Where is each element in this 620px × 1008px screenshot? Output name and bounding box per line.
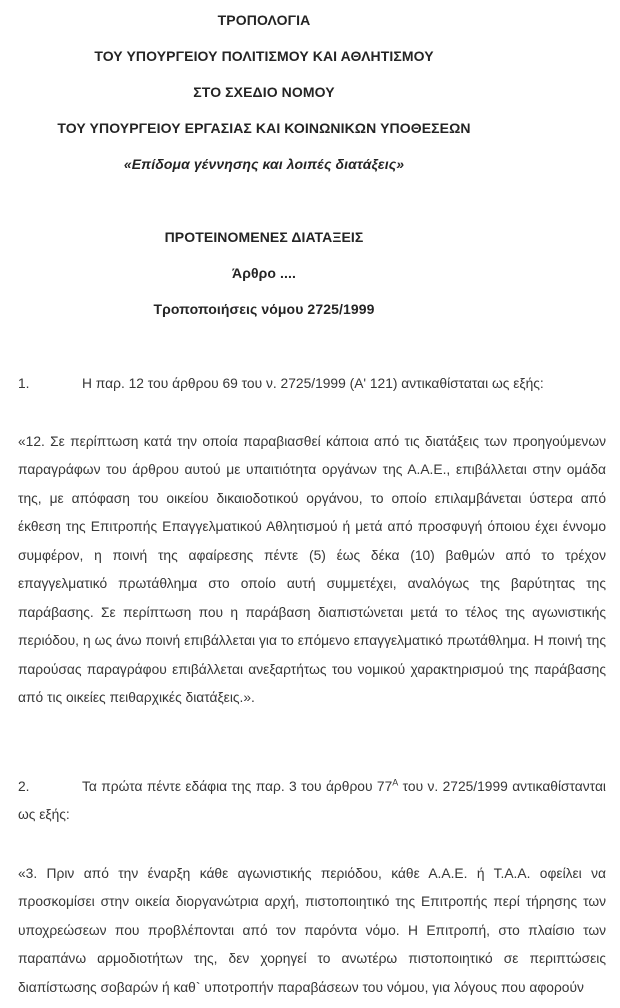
quoted-provision-12: «12. Σε περίπτωση κατά την οποία παραβιασθεί κάποια από τις διατάξεις των προηγούμενων παραγράφων του άρθρου αυτού με υπαιτιότητα οργάνων της Α.Α.Ε., επιβάλλεται στην ομάδα της, με απόφαση του οικείου δικαιοδοτικού οργάνου, το οποίο επιλαμβάνεται ύστερα από έκθεση της Επιτροπής Επαγγελματικού Αθλητισμού ή μετά από προσφυγή όποιου έχει έννομο συμφέρον, η ποινή της αφαίρεσης πέντε (5) έως δέκα (10) βαθμών από το τρέχον επαγγελματικό πρωτάθλημα στο οποίο αυτή συμμετέχει, αναλόγως της βαρύτητας της παράβασης. Σε περίπτωση που η παράβαση διαπιστώνεται μετά το τέλος της αγωνιστικής περιόδου, η ως άνω ποινή επιβάλλεται για το επόμενο επαγγελματικό πρωτάθλημα. Η ποινή της παρούσας παραγράφου επιβάλλεται ανεξαρτήτως του νομικού χαρακτηρισμού της παράβασης από τις οικείες πειθαρχικές διατάξεις.». [18,433,606,706]
proposed-provisions-section [18,219,510,327]
document-header [18,2,510,182]
bill-line: ΣΤΟ ΣΧΕΔΙΟ ΝΟΜΟΥ [193,84,335,100]
paragraph-2 [18,773,606,830]
section-title: ΠΡΟΤΕΙΝΟΜΕΝΕΣ ΔΙΑΤΑΞΕΙΣ [164,229,364,245]
article-heading: Άρθρο .... [232,265,296,281]
bill-subtitle: «Επίδομα γέννησης και λοιπές διατάξεις» [123,156,405,172]
bill-ministry-line: ΤΟΥ ΥΠΟΥΡΓΕΙΟΥ ΕΡΓΑΣΙΑΣ ΚΑΙ ΚΟΙΝΩΝΙΚΩΝ ΥΠΟΘΕΣΕΩΝ [57,120,471,136]
quoted-provision-3: «3. Πριν από την έναρξη κάθε αγωνιστικής περιόδου, κάθε Α.Α.Ε. ή Τ.Α.Α. οφείλει να προσκομίσει στην οικεία διοργανώτρια αρχή, πιστοποιητικό της Επιτροπής περί τήρησης των υποχρεώσεων που προβλέπονται από τον παρόντα νόμο. Η Επιτροπή, στο πλαίσιο των παραπάνω αρμοδιοτήτων της, δεν χορηγεί το ανωτέρω πιστοποιητικό σε περιπτώσεις διαπίστωσης σοβαρών ή καθ` υποτροπήν παραβάσεων του νόμου, για λόγους που αφορούν [18,865,606,995]
paragraph-1-number: 1. [18,375,30,391]
paragraph-1 [18,370,606,399]
document-title: ΤΡΟΠΟΛΟΓΙΑ [217,12,311,28]
paragraph-2-text-b: του ν. 2725/1999 αντικαθίστανται ως εξής: [18,778,606,823]
article-77A-superscript: Α [392,777,399,788]
paragraph-2-text-a: Τα πρώτα πέντε εδάφια της παρ. 3 του άρθρου 77 [82,778,393,794]
ministry-line: ΤΟΥ ΥΠΟΥΡΓΕΙΟΥ ΠΟΛΙΤΙΣΜΟΥ ΚΑΙ ΑΘΛΗΤΙΣΜΟΥ [94,48,434,64]
article-subtitle: Τροποποιήσεις νόμου 2725/1999 [153,301,375,317]
paragraph-2-number: 2. [18,778,30,794]
paragraph-1-text: Η παρ. 12 του άρθρου 69 του ν. 2725/1999 (Α' 121) αντικαθίσταται ως εξής: [82,375,544,391]
